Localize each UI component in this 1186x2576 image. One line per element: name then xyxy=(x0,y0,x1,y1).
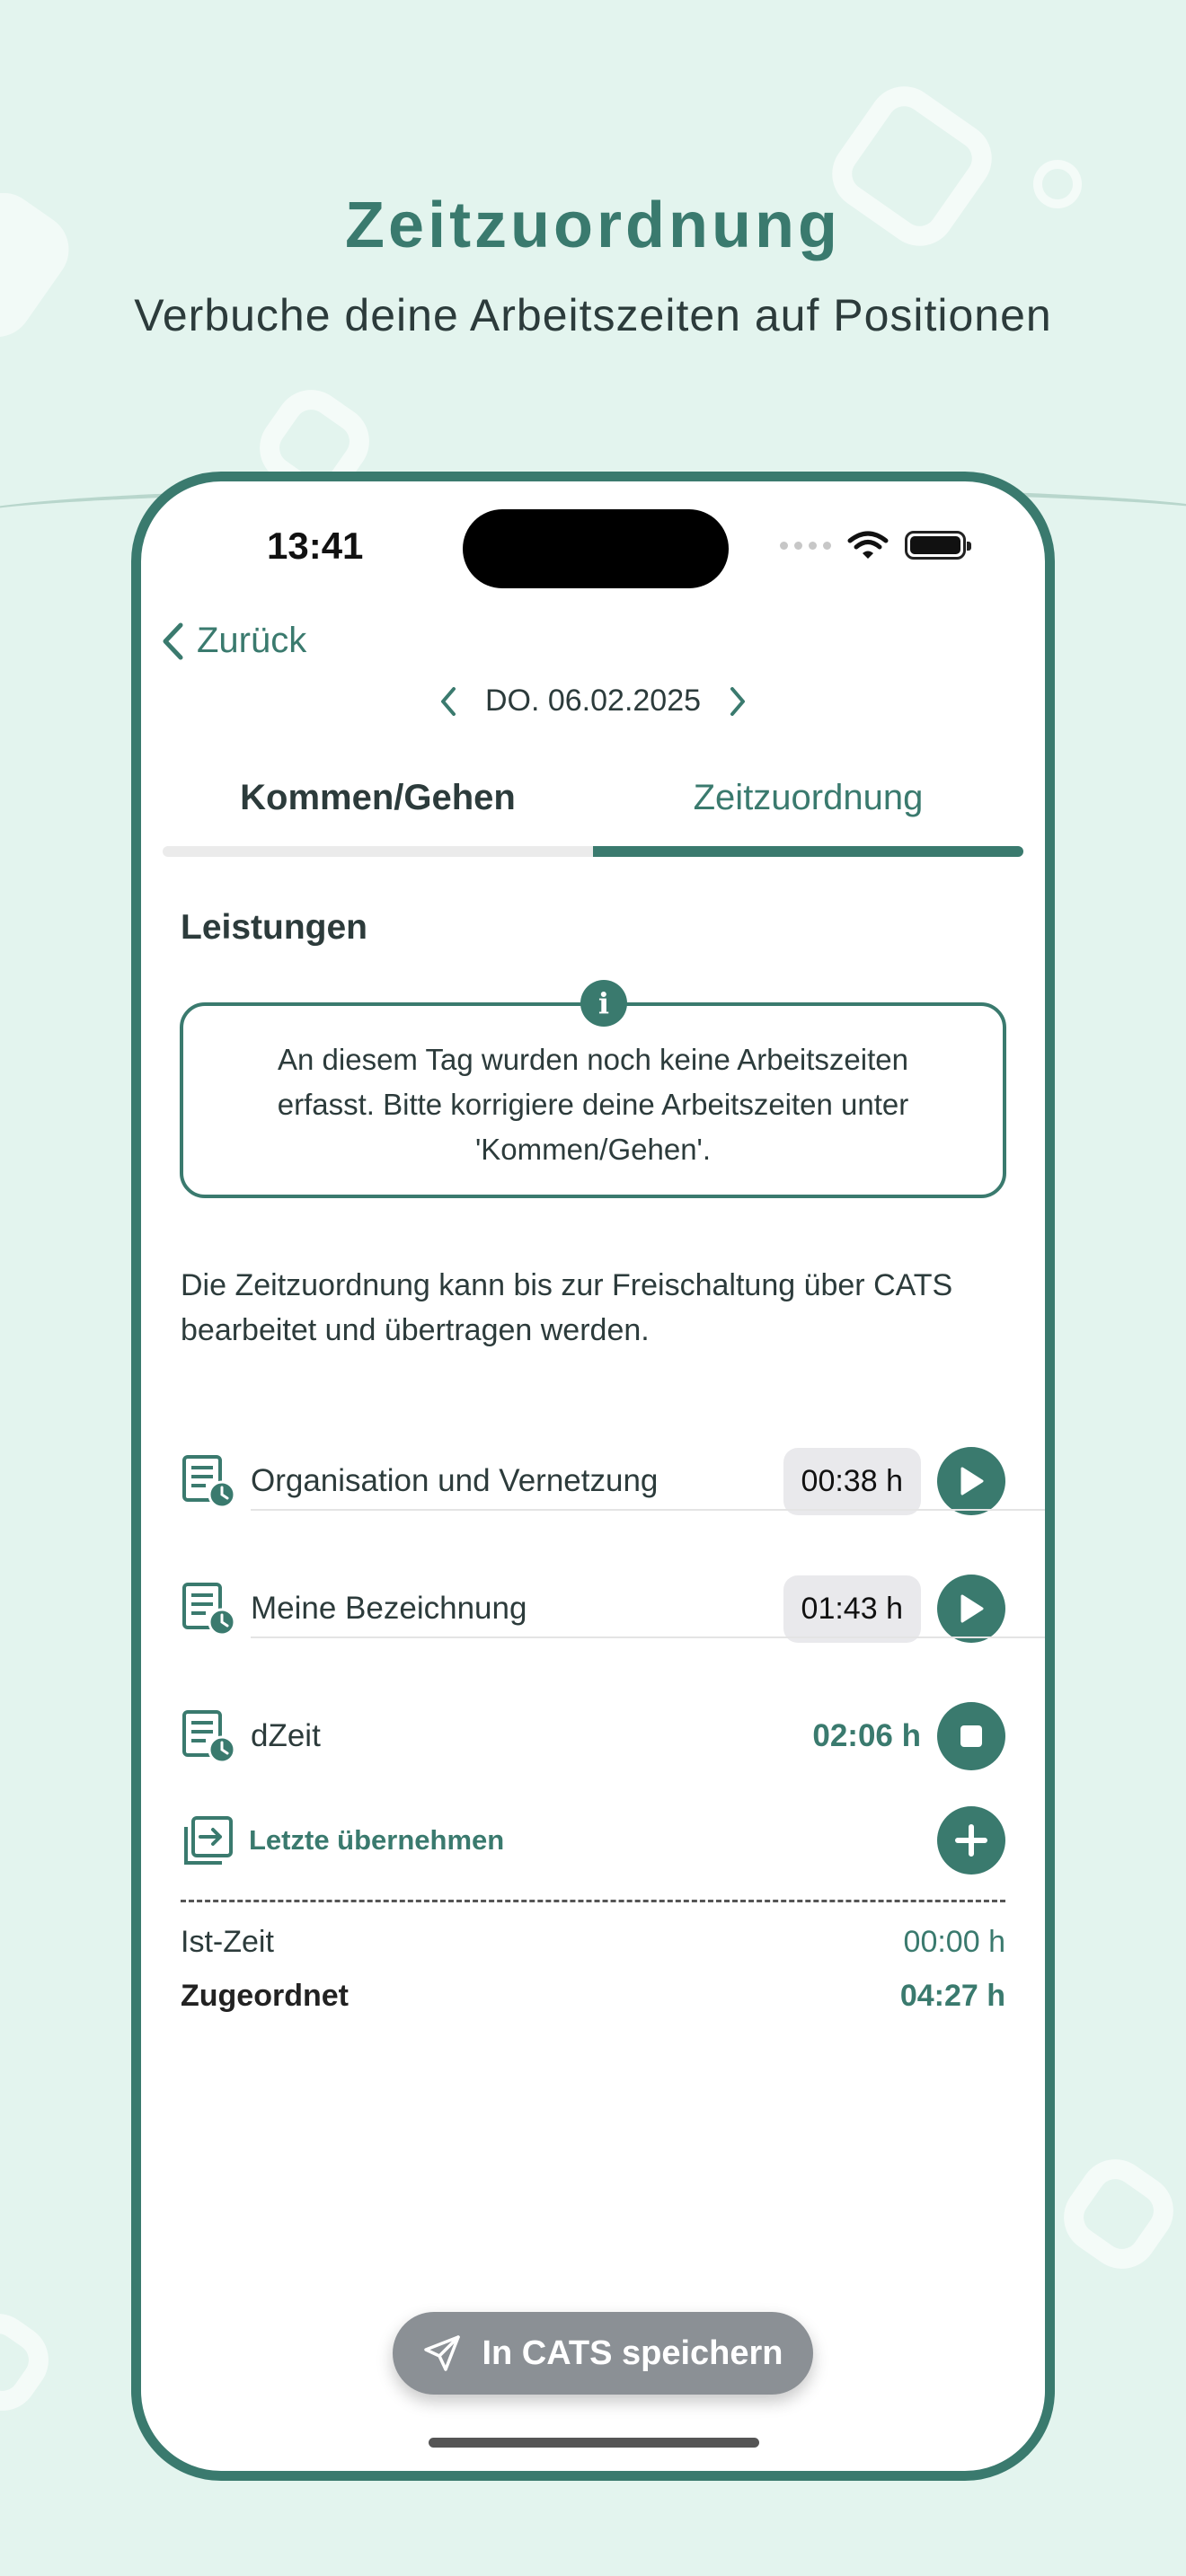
row-separator xyxy=(251,1509,1045,1511)
date-picker xyxy=(141,684,1045,719)
assigned-value: 04:27 h xyxy=(899,1979,1005,2013)
back-button[interactable] xyxy=(161,621,306,661)
battery-icon xyxy=(905,531,966,560)
info-icon: i xyxy=(580,980,627,1027)
ist-value: 00:00 h xyxy=(903,1925,1005,1959)
entry-row-running[interactable] xyxy=(181,1672,1045,1800)
info-box xyxy=(180,1002,1006,1198)
phone-frame xyxy=(131,472,1055,2481)
entry-name: Organisation und Vernetzung xyxy=(251,1463,659,1498)
current-date: DO. 06.02.2025 xyxy=(484,684,702,718)
import-list-icon[interactable] xyxy=(181,1813,236,1868)
entry-duration-running: 02:06 h xyxy=(812,1718,921,1753)
entry-duration[interactable]: 00:38 h xyxy=(783,1448,921,1515)
info-text: An diesem Tag wurden noch keine Arbeitszeiten erfasst. Bitte korrigiere deine Arbeitszeiten unter 'Kommen/Gehen'. xyxy=(277,1043,909,1166)
play-button[interactable] xyxy=(937,1447,1005,1515)
next-day-icon[interactable] xyxy=(728,686,748,717)
dynamic-island xyxy=(463,509,729,588)
status-time: 13:41 xyxy=(267,525,364,567)
promo-title: Zeitzuordnung xyxy=(345,190,841,261)
background-decoration xyxy=(0,2299,63,2424)
row-separator xyxy=(251,1636,1045,1638)
summary-ist-row xyxy=(181,1925,1005,1960)
timesheet-icon xyxy=(181,1708,236,1764)
section-title: Leistungen xyxy=(181,908,368,947)
tab-bar xyxy=(163,778,1023,832)
tab-kommen-gehen[interactable]: Kommen/Gehen xyxy=(240,778,516,817)
save-to-cats-button[interactable] xyxy=(393,2312,813,2395)
status-icons xyxy=(780,530,966,560)
entry-row[interactable] xyxy=(181,1417,1045,1545)
save-to-cats-label: In CATS speichern xyxy=(482,2333,783,2372)
summary-divider xyxy=(181,1900,1005,1902)
entry-row[interactable] xyxy=(181,1545,1045,1672)
back-label: Zurück xyxy=(197,621,307,660)
play-icon xyxy=(958,1593,985,1624)
summary-assigned-row xyxy=(181,1979,1005,2014)
last-entries-row xyxy=(181,1791,1045,1890)
entry-name: dZeit xyxy=(251,1718,321,1753)
last-entries-button[interactable]: Letzte übernehmen xyxy=(249,1824,505,1856)
assigned-label: Zugeordnet xyxy=(181,1979,349,2013)
tab-indicator-track xyxy=(163,846,1023,857)
play-icon xyxy=(958,1466,985,1496)
wifi-icon xyxy=(847,530,889,560)
previous-day-icon[interactable] xyxy=(438,686,458,717)
description-text: Die Zeitzuordnung kann bis zur Freischaltung über CATS bearbeitet und übertragen werden. xyxy=(181,1268,953,1347)
add-entry-button[interactable] xyxy=(937,1806,1005,1875)
chevron-left-icon xyxy=(161,622,184,661)
signal-dots-icon xyxy=(780,542,831,550)
timesheet-icon xyxy=(181,1453,236,1509)
play-button[interactable] xyxy=(937,1575,1005,1643)
tab-indicator xyxy=(593,846,1023,857)
ist-label: Ist-Zeit xyxy=(181,1925,274,1959)
promo-subtitle: Verbuche deine Arbeitszeiten auf Positionen xyxy=(134,290,1052,340)
home-indicator[interactable] xyxy=(429,2438,759,2448)
timesheet-icon xyxy=(181,1581,236,1636)
tab-zeitzuordnung[interactable]: Zeitzuordnung xyxy=(693,778,924,817)
stop-icon xyxy=(959,1724,984,1749)
entry-name: Meine Bezeichnung xyxy=(251,1591,527,1626)
plus-icon xyxy=(954,1823,988,1857)
stop-button[interactable] xyxy=(937,1702,1005,1770)
entry-duration[interactable]: 01:43 h xyxy=(783,1575,921,1643)
background-decoration xyxy=(1049,2145,1186,2282)
send-icon xyxy=(422,2333,462,2373)
